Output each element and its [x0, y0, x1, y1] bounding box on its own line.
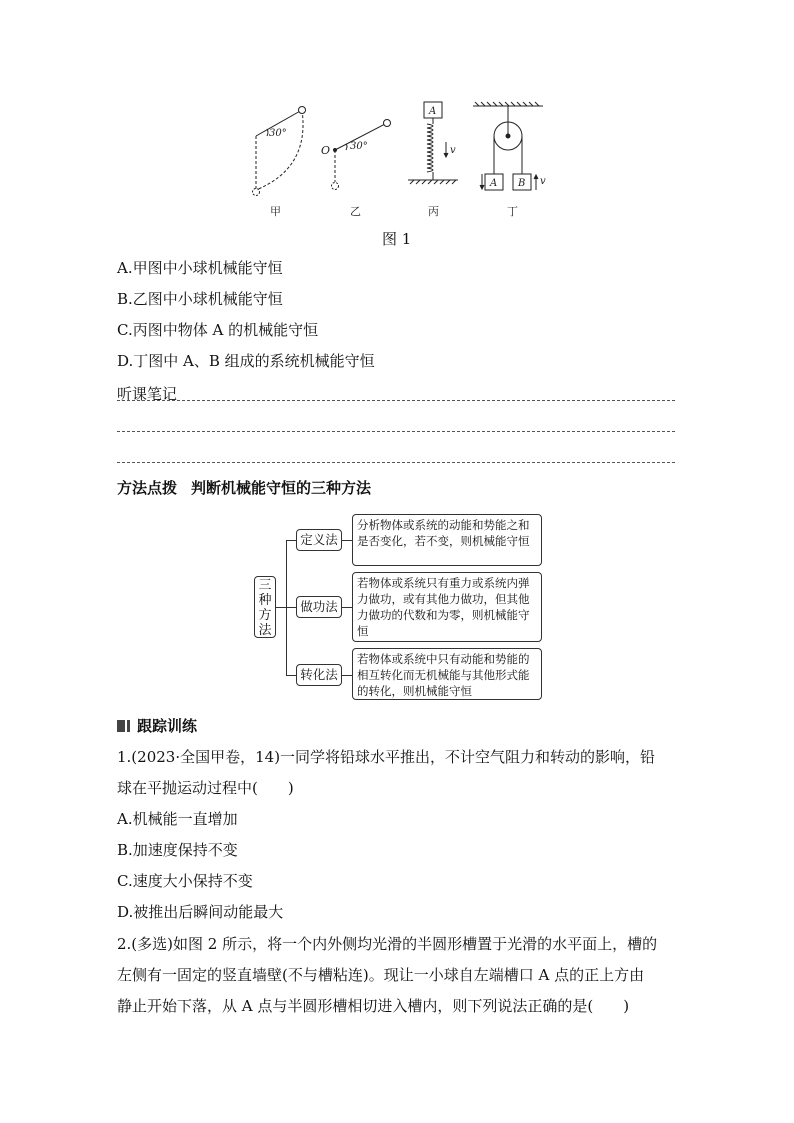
section-title: 跟踪训练: [137, 717, 198, 735]
panel-yi-diagram: [332, 120, 391, 190]
figure-caption: 图 1: [382, 230, 412, 248]
q1-option-d: D.被推出后瞬间动能最大: [117, 903, 284, 921]
q1-option-b: B.加速度保持不变: [117, 841, 238, 859]
q2-line-2: 左侧有一固定的竖直墙壁(不与槽粘连)。现让一小球自左端槽口 A 点的正上方由: [117, 966, 645, 984]
method-work-box: 做功法: [296, 596, 342, 618]
method-title: 判断机械能守恒的三种方法: [191, 479, 372, 497]
q1-line-1: 1.(2023·全国甲卷，14)一同学将铅球水平推出，不计空气阻力和转动的影响，铅: [117, 748, 656, 766]
angle-label-yi: 30°: [350, 141, 368, 152]
option-c: C.丙图中物体 A 的机械能守恒: [117, 321, 319, 339]
notes-line-1[interactable]: [117, 400, 675, 401]
velocity-label-ding: v: [540, 176, 546, 187]
method-work-desc: 若物体或系统只有重力或系统内弹力做功，或有其他力做功，但其他力做功的代数和为零，则机械能守恒: [352, 572, 542, 642]
q1-line-2: 球在平抛运动过程中( ): [117, 779, 294, 797]
option-b: B.乙图中小球机械能守恒: [117, 290, 283, 308]
method-label: 方法点拨: [117, 479, 178, 497]
notes-line-3[interactable]: [117, 462, 675, 463]
figure-1-diagram: [245, 98, 545, 226]
method-definition-box: 定义法: [296, 529, 342, 551]
block-b-label-ding: B: [518, 178, 526, 189]
section-heading: [117, 716, 197, 736]
q1-option-c: C.速度大小保持不变: [117, 872, 253, 890]
q2-line-1: 2.(多选)如图 2 所示，将一个内外侧均光滑的半圆形槽置于光滑的水平面上，槽的: [117, 935, 658, 953]
velocity-label-bing: v: [450, 145, 456, 156]
method-root-box: 三种方法: [254, 576, 276, 638]
block-a-label-bing: A: [429, 106, 437, 117]
option-d: D.丁图中 A、B 组成的系统机械能守恒: [117, 352, 375, 370]
method-heading: [117, 478, 371, 498]
angle-label-jia: 30°: [269, 128, 287, 139]
notes-line-2[interactable]: [117, 431, 675, 432]
q2-line-3: 静止开始下落，从 A 点与半圆形槽相切进入槽内，则下列说法正确的是( ): [117, 997, 630, 1015]
method-definition-desc: 分析物体或系统的动能和势能之和是否变化，若不变，则机械能守恒: [352, 514, 542, 566]
panel-jia-diagram: [253, 107, 306, 196]
panel-label-ding: 丁: [507, 205, 518, 218]
q1-option-a: A.机械能一直增加: [117, 810, 238, 828]
notes-label: 听课笔记: [117, 385, 178, 403]
panel-label-jia: 甲: [270, 205, 281, 218]
panel-ding-diagram: [473, 102, 543, 190]
point-o-label: O: [321, 144, 331, 157]
section-bar-icon: [117, 720, 131, 732]
method-conversion-desc: 若物体或系统中只有动能和势能的相互转化而无机械能与其他形式能的转化，则机械能守恒: [352, 648, 542, 700]
panel-label-bing: 丙: [428, 205, 439, 218]
method-mind-map: [250, 512, 546, 702]
block-a-label-ding: A: [490, 178, 498, 189]
method-conversion-box: 转化法: [296, 664, 342, 686]
panel-label-yi: 乙: [350, 205, 361, 218]
option-a: A.甲图中小球机械能守恒: [117, 259, 283, 277]
